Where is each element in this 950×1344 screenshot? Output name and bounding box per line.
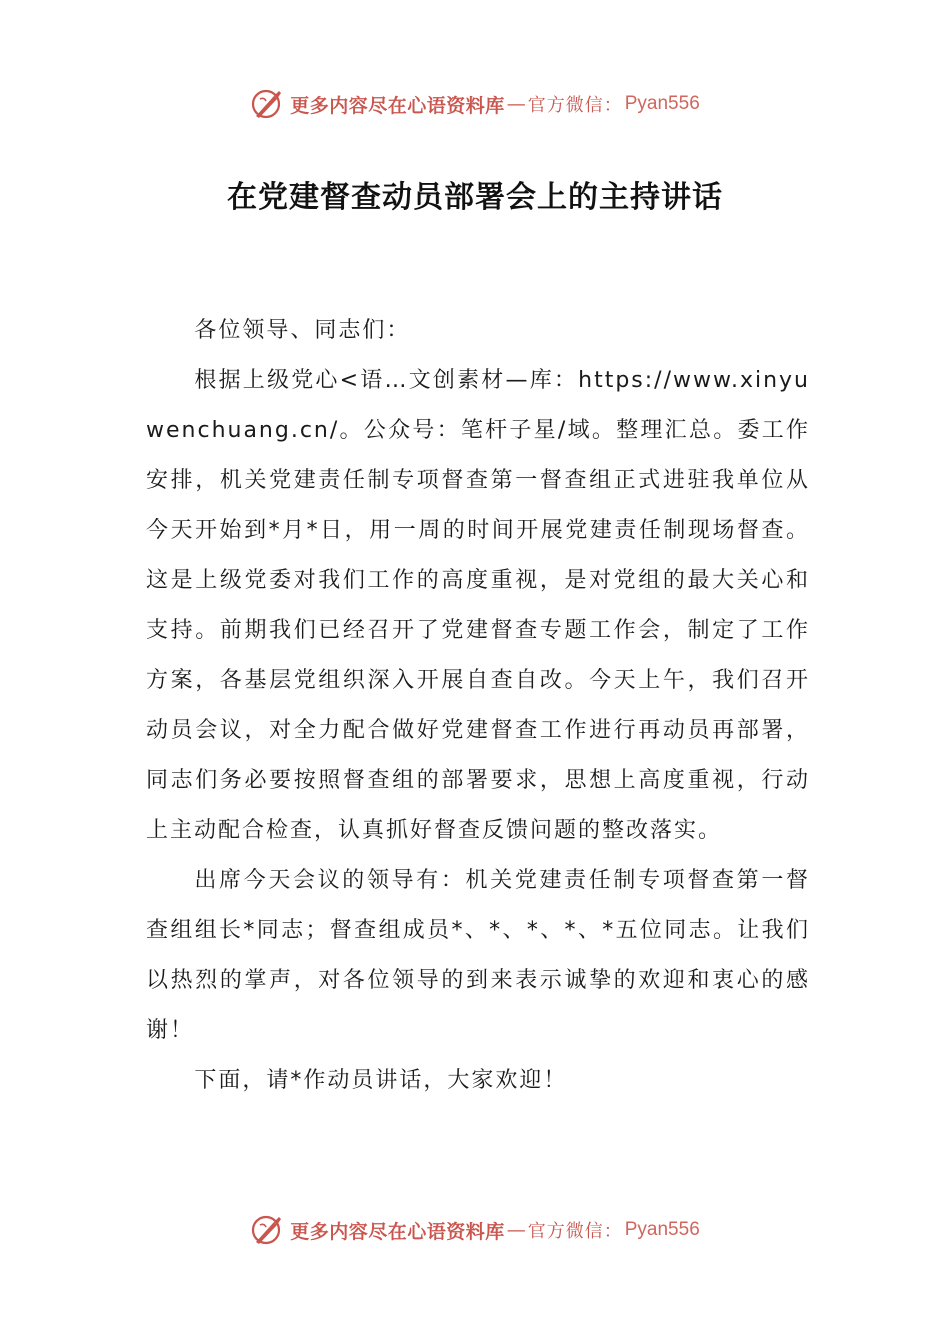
document-body xyxy=(146,306,810,1106)
pen-logo-icon xyxy=(250,87,284,121)
paragraph-salutation: 各位领导、同志们： xyxy=(194,318,411,343)
pen-logo-icon xyxy=(250,1213,284,1247)
header-watermark-banner xyxy=(0,84,950,124)
banner-wechat-label: 官方微信： xyxy=(527,1221,623,1242)
banner-wechat-id: Pyan556 xyxy=(624,93,700,114)
footer-watermark-banner xyxy=(0,1210,950,1250)
banner-slogan: 更多内容尽在心语资料库 xyxy=(290,1220,505,1243)
document-title: 在党建督查动员部署会上的主持讲话 xyxy=(227,180,723,215)
banner-dash: — xyxy=(506,1219,526,1241)
banner-wechat-id: Pyan556 xyxy=(624,1219,700,1240)
banner-dash: — xyxy=(506,93,526,115)
paragraph-intro: 根据上级党心<语…文创素材—库：https://www.xinyuwenchuang.cn/。公众号：笔杆子星/域。整理汇总。委工作安排，机关党建责任制专项督查第一督查组正式进驻我单位从今天开始到*月*日，用一周的时间开展党建责任制现场督查。这是上级党委对我们工作的高度重视，是对党组的最大关心和支持。前期我们已经召开了党建督查专题工作会，制定了工作方案，各基层党组织深入开展自查自改。今天上午，我们召开动员会议，对全力配合做好党建督查工作进行再动员再部署，同志们务必要按照督查组的部署要求，思想上高度重视，行动上主动配合检查，认真抓好督查反馈问题的整改落实。 xyxy=(146,368,810,843)
banner-slogan: 更多内容尽在心语资料库 xyxy=(290,94,505,117)
paragraph-closing: 下面，请*作动员讲话，大家欢迎！ xyxy=(194,1068,568,1093)
paragraph-attendees: 出席今天会议的领导有：机关党建责任制专项督查第一督查组组长*同志；督查组成员*、*、*、*、*五位同志。让我们以热烈的掌声，对各位领导的到来表示诚挚的欢迎和衷心的感谢！ xyxy=(146,868,810,1043)
banner-wechat-label: 官方微信： xyxy=(527,95,623,116)
